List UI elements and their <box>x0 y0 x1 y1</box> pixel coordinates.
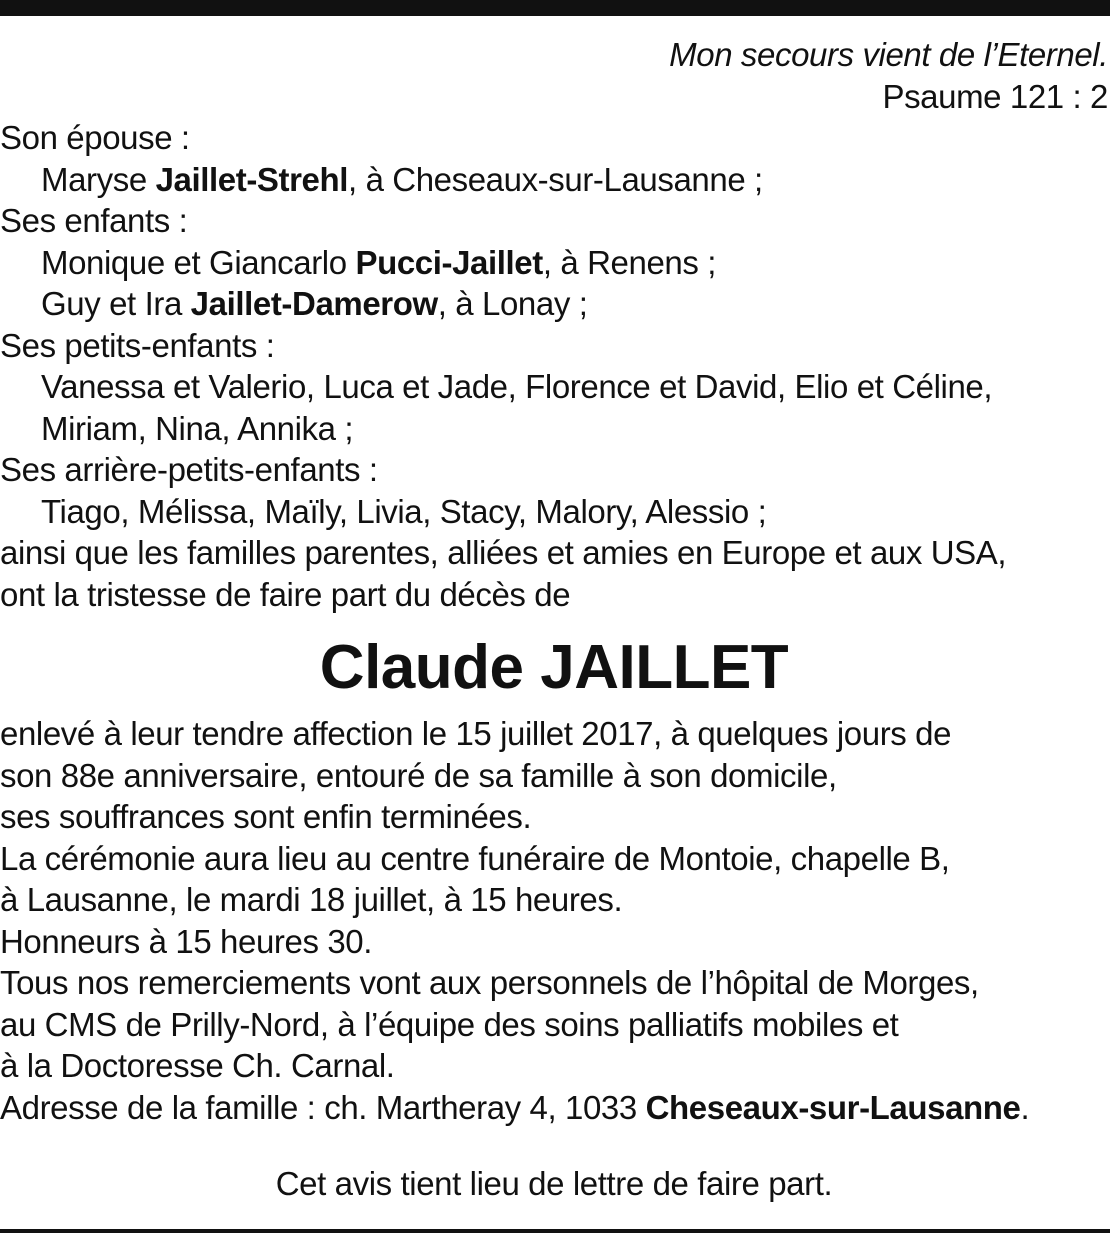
spouse-location: , à Cheseaux-sur-Lausanne ; <box>348 160 763 198</box>
spouse-heading: Son épouse : <box>0 119 190 156</box>
child-surname: Pucci-Jaillet <box>355 243 543 281</box>
child-surname: Jaillet-Damerow <box>190 285 438 322</box>
epigraph-quote: Mon secours vient de l’Eternel. <box>669 36 1108 73</box>
address-place: Cheseaux-sur-Lausanne <box>645 1088 1021 1126</box>
thanks-line: Tous nos remerciements vont aux personnels de l’hôpital de Morges, <box>0 964 979 1001</box>
grandchildren-heading: Ses petits-enfants : <box>0 326 275 364</box>
children-heading: Ses enfants : <box>0 202 188 239</box>
child-location: , à Renens ; <box>542 243 716 281</box>
child-entry <box>0 242 1108 284</box>
grandchildren-line: Vanessa et Valerio, Luca et Jade, Florence et David, Elio et Céline, <box>41 368 993 405</box>
child-location: , à Lonay ; <box>437 285 588 322</box>
great-grandchildren-line: Tiago, Mélissa, Maïly, Livia, Stacy, Malory, Alessio ; <box>41 492 767 530</box>
child-first-names: Guy et Ira <box>41 285 191 322</box>
bottom-rule <box>0 1229 1110 1233</box>
family-address <box>0 1087 1108 1129</box>
closing-note: Cet avis tient lieu de lettre de faire part. <box>275 1165 833 1202</box>
thanks-line: au CMS de Prilly-Nord, à l’équipe des soins palliatifs mobiles et <box>0 1005 899 1043</box>
honours-line: Honneurs à 15 heures 30. <box>0 922 372 960</box>
relatives-line: ainsi que les familles parentes, alliées et amies en Europe et aux USA, <box>0 534 1007 571</box>
great-grandchildren-heading: Ses arrière-petits-enfants : <box>0 451 378 488</box>
top-rule <box>0 0 1110 16</box>
spouse-entry <box>0 159 1108 201</box>
obituary-notice <box>0 34 1108 1205</box>
detail-line: enlevé à leur tendre affection le 15 juillet 2017, à quelques jours de <box>0 715 952 752</box>
address-end: . <box>1020 1088 1030 1126</box>
epigraph-reference: Psaume 121 : 2 <box>882 77 1108 115</box>
announcement-line: ont la tristesse de faire part du décès de <box>0 575 571 613</box>
spouse-surname: Jaillet-Strehl <box>155 160 349 198</box>
child-entry <box>0 283 1108 325</box>
ceremony-line: La cérémonie aura lieu au centre funéraire de Montoie, chapelle B, <box>0 839 950 877</box>
child-first-names: Monique et Giancarlo <box>41 243 356 281</box>
thanks-line: à la Doctoresse Ch. Carnal. <box>0 1047 395 1084</box>
detail-line: son 88e anniversaire, entouré de sa famille à son domicile, <box>0 756 837 794</box>
address-text: Adresse de la famille : ch. Martheray 4, 1033 <box>0 1088 646 1126</box>
deceased-name: Claude JAILLET <box>319 637 789 699</box>
spouse-first-name: Maryse <box>41 160 156 198</box>
grandchildren-line: Miriam, Nina, Annika ; <box>41 409 354 447</box>
ceremony-line: à Lausanne, le mardi 18 juillet, à 15 heures. <box>0 881 623 918</box>
detail-line: ses souffrances sont enfin terminées. <box>0 798 532 835</box>
